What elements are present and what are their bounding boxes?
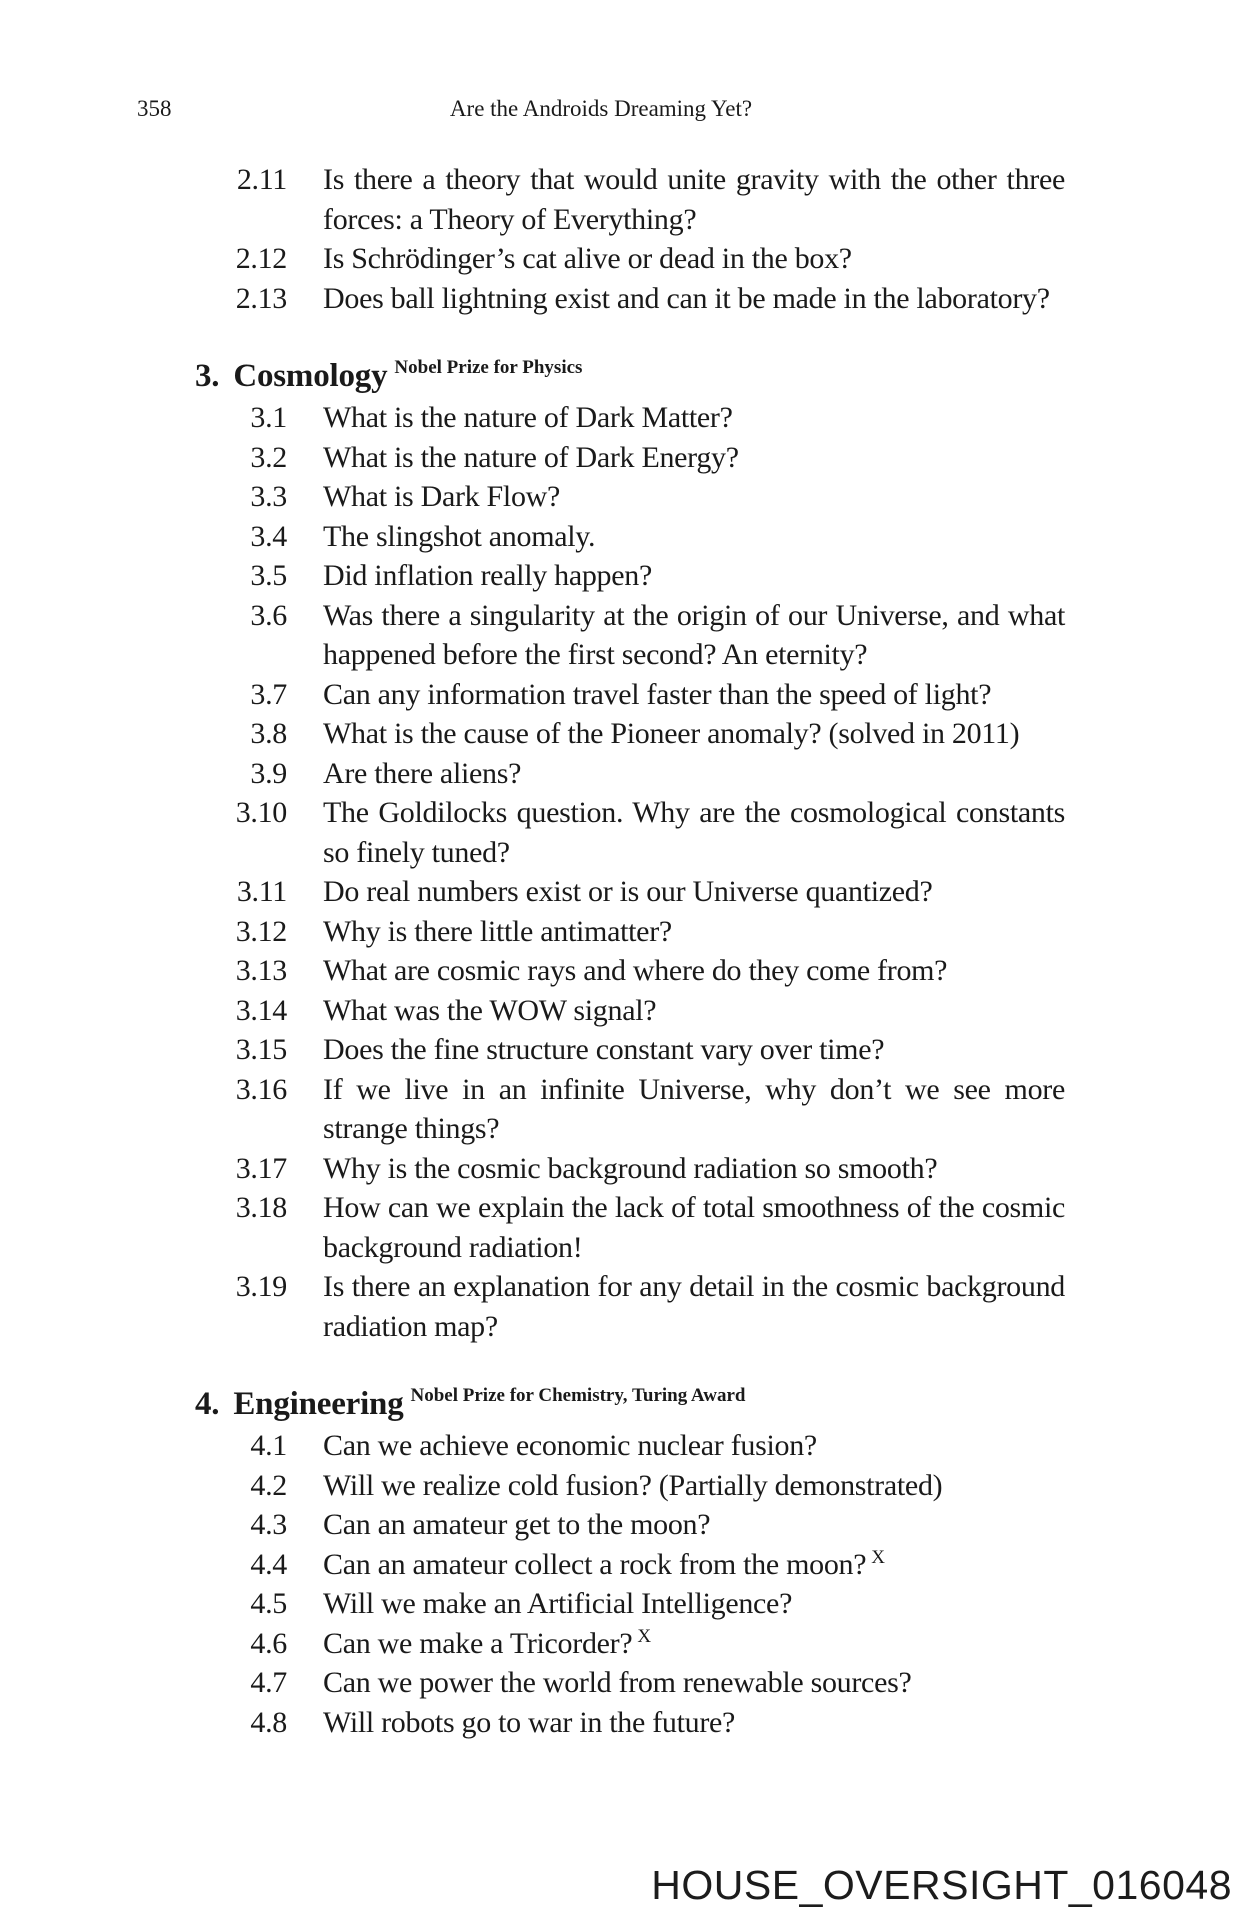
question-item [137,438,1065,478]
question-number: 3.19 [235,1270,287,1303]
page-number: 358 [137,96,172,121]
question-text: Will we realize cold fusion? (Partially demonstrated) [323,1468,943,1502]
questions-list [137,160,1065,1742]
question-item [137,754,1065,794]
section-items [137,160,1065,318]
question-item [137,1663,1065,1703]
question-number: 3.8 [250,717,287,750]
question-item [137,160,1065,239]
question-item [137,912,1065,952]
section-superscript: Nobel Prize for Physics [394,357,583,378]
section-items [137,398,1065,1346]
question-item [137,1624,1065,1664]
question-number: 3.9 [250,756,287,790]
question-item [137,714,1065,754]
question-number: 3.12 [235,914,287,948]
question-text: Why is the cosmic background radiation so smooth? [323,1151,938,1185]
question-text: Was there a singularity at the origin of our Universe, and what happened before the first second? An eternity? [323,598,1065,671]
question-item [137,991,1065,1031]
question-number: 3.11 [236,875,287,908]
question-text: Why is there little antimatter? [323,914,672,948]
question-text: Does ball lightning exist and can it be made in the laboratory? [323,281,1050,315]
section-heading [195,1374,1065,1426]
question-item [137,1545,1065,1585]
question-text: Do real numbers exist or is our Universe quantized? [323,875,933,908]
question-number: 3.13 [235,954,287,987]
question-text: Are there aliens? [323,756,522,790]
question-number: 4.2 [250,1468,287,1502]
question-item [137,517,1065,557]
watermark-label: HOUSE_OVERSIGHT_016048 [651,1862,1232,1908]
question-item [137,1030,1065,1070]
question-number: 4.3 [250,1508,287,1541]
question-number: 4.5 [250,1587,287,1620]
running-head [137,96,1065,128]
question-item [137,1267,1065,1346]
question-text: What is the nature of Dark Energy? [323,440,739,474]
question-item [137,398,1065,438]
question-number: 4.4 [250,1547,287,1581]
question-text: What is the nature of Dark Matter? [323,401,733,434]
question-number: 4.7 [250,1666,287,1699]
question-text: Does the fine structure constant vary over time? [323,1033,885,1066]
superscript-x-marker: X [637,1625,651,1647]
section-title: Cosmology [233,358,388,394]
question-number: 4.1 [250,1429,287,1462]
question-text: Can an amateur get to the moon? [323,1508,711,1541]
question-number: 4.6 [250,1626,287,1660]
question-number: 3.3 [250,480,287,513]
question-item [137,1188,1065,1267]
question-item [137,1070,1065,1149]
section-superscript: Nobel Prize for Chemistry, Turing Award [410,1385,746,1406]
question-number: 3.15 [235,1033,287,1066]
question-item [137,1584,1065,1624]
question-text: Can we power the world from renewable sources? [323,1666,912,1699]
question-item [137,1505,1065,1545]
question-item [137,477,1065,517]
question-text: What is the cause of the Pioneer anomaly? (solved in 2011) [323,717,1020,750]
question-item [137,239,1065,279]
section-number: 3. [195,358,220,394]
question-text: Is Schrödinger’s cat alive or dead in the box? [323,242,852,275]
question-text: The Goldilocks question. Why are the cosmological constants so finely tuned? [323,796,1065,869]
question-number: 3.14 [235,993,287,1027]
question-item [137,279,1065,319]
question-text: Can an amateur collect a rock from the moon? $^X$ [323,1546,885,1581]
question-text: What are cosmic rays and where do they come from? [323,954,948,987]
section-heading [195,346,1065,398]
question-text: Can we achieve economic nuclear fusion? [323,1429,817,1462]
running-title: Are the Androids Dreaming Yet? [449,96,753,121]
question-number: 3.18 [235,1191,287,1224]
question-number: 3.17 [235,1151,287,1185]
question-number: 3.1 [250,401,287,434]
question-number: 3.4 [250,519,287,553]
question-item [137,556,1065,596]
question-number: 3.2 [250,440,287,474]
question-number: 3.6 [250,598,287,632]
section-number: 4. [195,1386,220,1422]
superscript-x-marker: X [871,1546,885,1568]
question-text: Is there an explanation for any detail in the cosmic background radiation map? [323,1270,1065,1343]
question-item [137,1466,1065,1506]
question-item [137,872,1065,912]
question-number: 3.5 [250,559,287,592]
question-number: 2.12 [235,242,287,275]
question-text: What was the WOW signal? [323,993,657,1027]
question-text: How can we explain the lack of total smoothness of the cosmic background radiation! [323,1191,1065,1264]
question-number: 3.16 [235,1072,287,1106]
question-item [137,596,1065,675]
question-item [137,1703,1065,1743]
question-text: Can any information travel faster than the speed of light? [323,677,992,711]
question-text: Is there a theory that would unite gravity with the other three forces: a Theory of Everything? [323,163,1065,236]
question-item [137,1149,1065,1189]
question-number: 3.10 [235,796,287,829]
question-number: 4.8 [250,1705,287,1739]
question-text: Will we make an Artificial Intelligence? [323,1587,793,1620]
question-text: Did inflation really happen? [323,559,652,592]
question-text: If we live in an infinite Universe, why don’t we see more strange things? [323,1072,1065,1145]
question-text: What is Dark Flow? [323,480,561,513]
section-items [137,1426,1065,1742]
question-text: The slingshot anomaly. [323,519,596,553]
question-text: Will robots go to war in the future? [323,1705,736,1739]
question-number: 3.7 [250,677,287,711]
question-number: 2.13 [235,281,287,315]
section [137,1374,1065,1742]
section [137,160,1065,318]
question-item [137,1426,1065,1466]
section-title: Engineering [233,1386,404,1422]
question-item [137,793,1065,872]
question-item [137,675,1065,715]
question-number: 2.11 [236,163,287,196]
question-item [137,951,1065,991]
section [137,346,1065,1346]
question-text: Can we make a Tricorder? $^X$ [323,1625,651,1660]
